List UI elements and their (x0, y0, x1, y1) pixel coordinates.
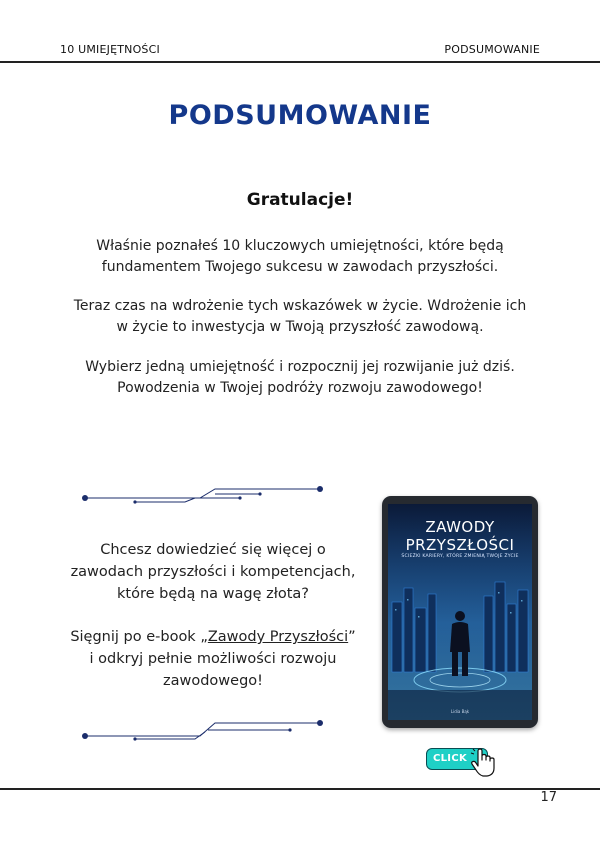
paragraph-line: Teraz czas na wdrożenie tych wskazówek w życie. Wdrożenie ich (73, 298, 527, 314)
book-cover (388, 504, 532, 720)
paragraph-line: Powodzenia w Twojej podróży rozwoju zawodowego! (117, 380, 483, 396)
cover-author: Lidia Bąk (450, 709, 470, 714)
paragraph-line: fundamentem Twojego sukcesu w zawodach przyszłości. (101, 259, 499, 275)
promo-question (58, 539, 368, 605)
promo-line: zawodowego! (163, 673, 263, 689)
paragraph-line: w życie to inwestycja w Twoją przyszłość zawodową. (116, 319, 484, 335)
header-rule (0, 61, 600, 63)
cover-title (388, 518, 532, 554)
circuit-decoration-bottom (80, 718, 330, 748)
promo-line (58, 626, 368, 648)
paragraph-3 (60, 357, 540, 399)
promo-line: które będą na wagę złota? (117, 586, 309, 602)
quote-close: ” (348, 629, 356, 645)
paragraph-2 (60, 296, 540, 338)
paragraph-line: Wybierz jedną umiejętność i rozpocznij jej rozwijanie już dziś. (85, 359, 515, 375)
cover-subtitle: ŚCIEŻKI KARIERY, KTÓRE ZMIENIĄ TWOJE ŻYCIE (401, 554, 519, 559)
footer-rule (0, 788, 600, 790)
page-title: PODSUMOWANIE (168, 100, 432, 131)
circuit-decoration-top (80, 480, 330, 510)
ebook-tablet[interactable] (382, 496, 538, 728)
cover-title-line: ZAWODY (425, 518, 495, 536)
ebook-link[interactable]: Zawody Przyszłości (207, 629, 349, 645)
promo-cta (58, 626, 368, 692)
promo-line: zawodach przyszłości i kompetencjach, (70, 564, 356, 580)
page-number: 17 (540, 790, 557, 805)
paragraph-line: Właśnie poznałeś 10 kluczowych umiejętności, które będą (96, 238, 504, 254)
cover-title-line: PRZYSZŁOŚCI (405, 536, 515, 554)
cta-prefix: Sięgnij po e-book (70, 629, 201, 645)
paragraph-1 (60, 236, 540, 278)
promo-line: i odkryj pełnie możliwości rozwoju (89, 651, 337, 667)
click-button-label: CLICK (433, 753, 468, 764)
hand-pointer-icon (470, 748, 496, 778)
header-right: PODSUMOWANIE (444, 43, 540, 56)
subheading: Gratulacje! (246, 190, 354, 210)
quote-open: „ (200, 629, 208, 645)
header-left: 10 UMIEJĘTNOŚCI (60, 43, 160, 56)
promo-line: Chcesz dowiedzieć się więcej o (100, 542, 326, 558)
